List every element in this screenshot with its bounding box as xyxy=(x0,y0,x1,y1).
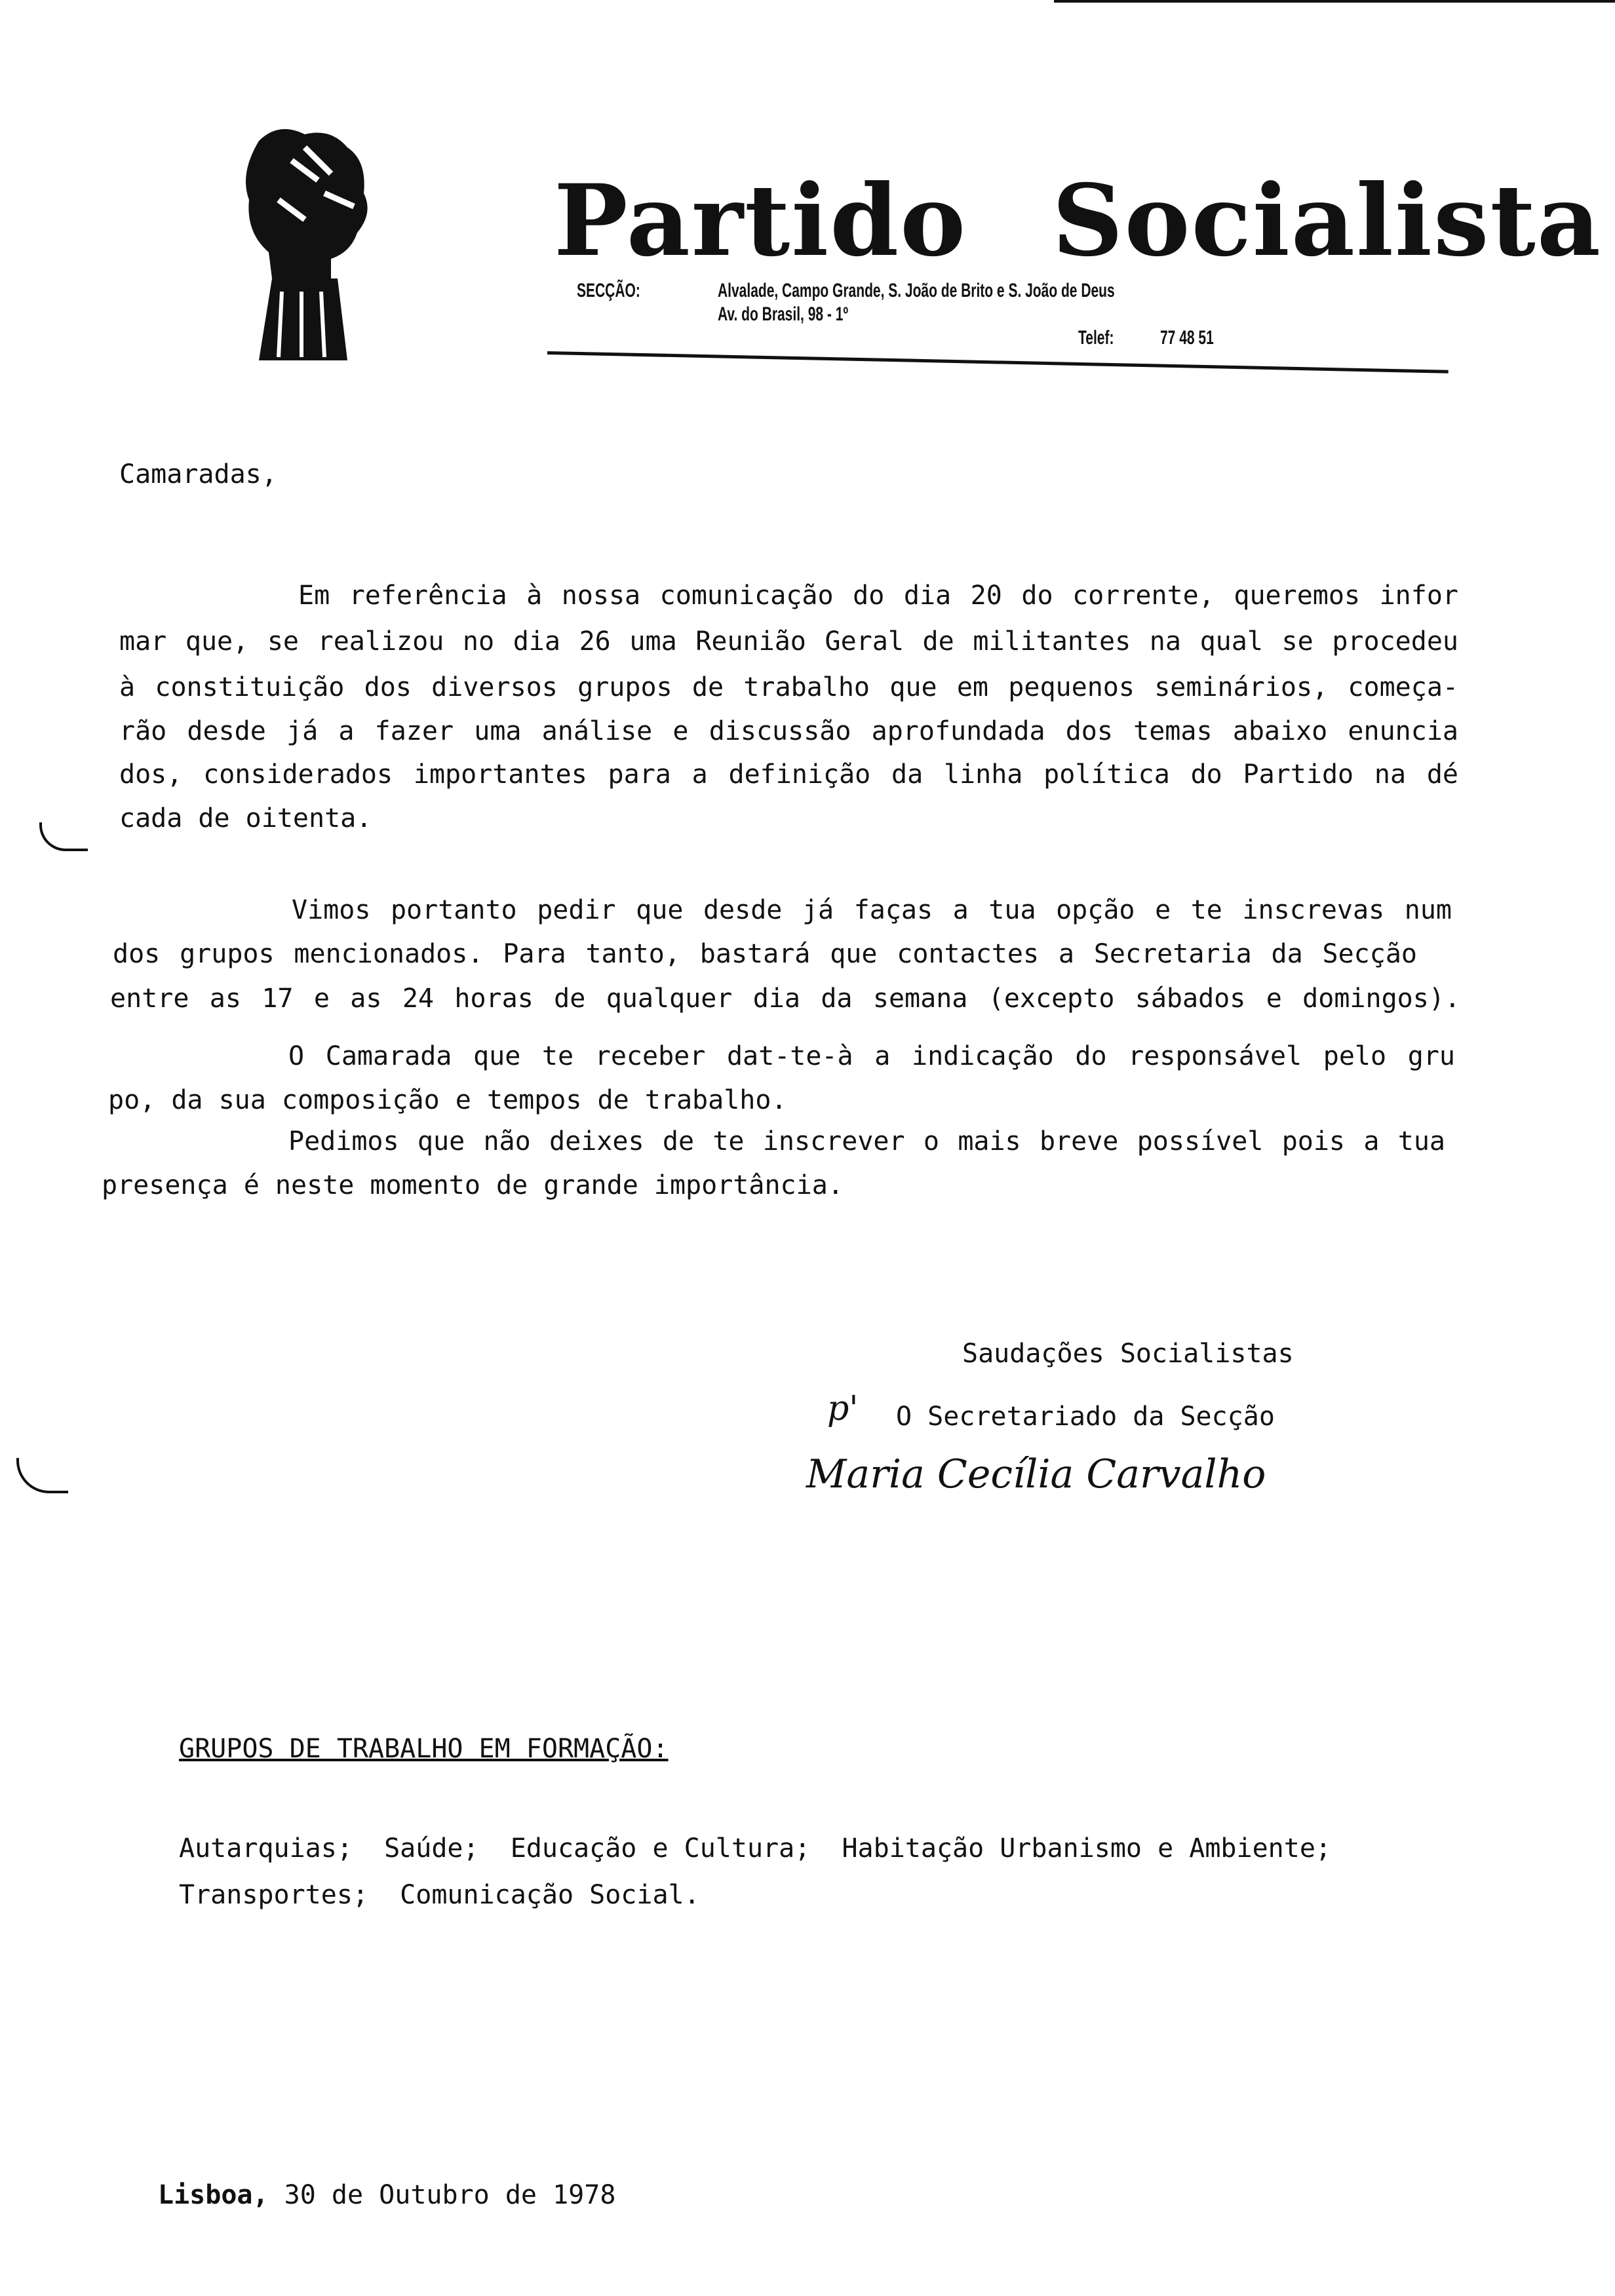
dateline xyxy=(158,2179,615,2211)
section-label: SECÇÃO: xyxy=(577,280,640,301)
paragraph-line: O Camarada que te receber dat-te-à a indicação do responsável pelo gru xyxy=(288,1041,1455,1071)
signature: Maria Cecília Carvalho xyxy=(806,1451,1266,1497)
phone-label: Telef: xyxy=(1078,327,1114,349)
paragraph-line: mar que, se realizou no dia 26 uma Reunião Geral de militantes na qual se procedeu xyxy=(119,626,1458,657)
groups-line: Autarquias; Saúde; Educação e Cultura; Habitação Urbanismo e Ambiente; xyxy=(179,1833,1331,1864)
groups-heading: GRUPOS DE TRABALHO EM FORMAÇÃO: xyxy=(179,1734,669,1764)
party-name-1: Partido xyxy=(554,163,967,278)
address: Av. do Brasil, 98 - 1º xyxy=(718,303,849,325)
paragraph-line: Vimos portanto pedir que desde já faças a tua opção e te inscrevas num xyxy=(292,895,1452,925)
section-areas: Alvalade, Campo Grande, S. João de Brito e S. João de Deus xyxy=(718,280,1115,301)
paragraph-line: dos grupos mencionados. Para tanto, bastará que contactes a Secretaria da Secção xyxy=(113,939,1417,969)
party-name xyxy=(554,163,1602,278)
paragraph-line: rão desde já a fazer uma análise e discussão aprofundada dos temas abaixo enuncia xyxy=(119,716,1458,746)
dateline-date: 30 de Outubro de 1978 xyxy=(284,2180,616,2210)
party-name-2: Socialista xyxy=(1052,163,1602,278)
groups-line: Transportes; Comunicação Social. xyxy=(179,1880,700,1910)
signatory-prefix: p' xyxy=(827,1389,859,1428)
paragraph-line: Em referência à nossa comunicação do dia 20 do corrente, queremos infor xyxy=(298,581,1458,611)
top-edge-line xyxy=(1054,0,1615,3)
margin-mark xyxy=(16,1458,68,1493)
signatory: O Secretariado da Secção xyxy=(896,1402,1275,1432)
letterhead-rule xyxy=(547,351,1449,373)
closing: Saudações Socialistas xyxy=(962,1339,1294,1369)
paragraph-line: entre as 17 e as 24 horas de qualquer dia da semana (excepto sábados e domingos). xyxy=(110,984,1460,1014)
paragraph-line: Pedimos que não deixes de te inscrever o mais breve possível pois a tua xyxy=(288,1126,1445,1157)
paragraph-line: presença é neste momento de grande importância. xyxy=(102,1170,844,1200)
paragraph-line: po, da sua composição e tempos de trabalho. xyxy=(108,1085,787,1115)
paragraph-line: dos, considerados importantes para a definição da linha política do Partido na dé xyxy=(119,759,1458,790)
fist-logo-icon xyxy=(233,121,377,360)
dateline-place: Lisboa, xyxy=(158,2180,269,2210)
paragraph-line: cada de oitenta. xyxy=(119,803,372,833)
margin-mark xyxy=(39,822,88,851)
salutation: Camaradas, xyxy=(119,459,277,489)
phone: 77 48 51 xyxy=(1160,327,1214,349)
paragraph-line: à constituição dos diversos grupos de trabalho que em pequenos seminários, começa- xyxy=(119,672,1458,702)
